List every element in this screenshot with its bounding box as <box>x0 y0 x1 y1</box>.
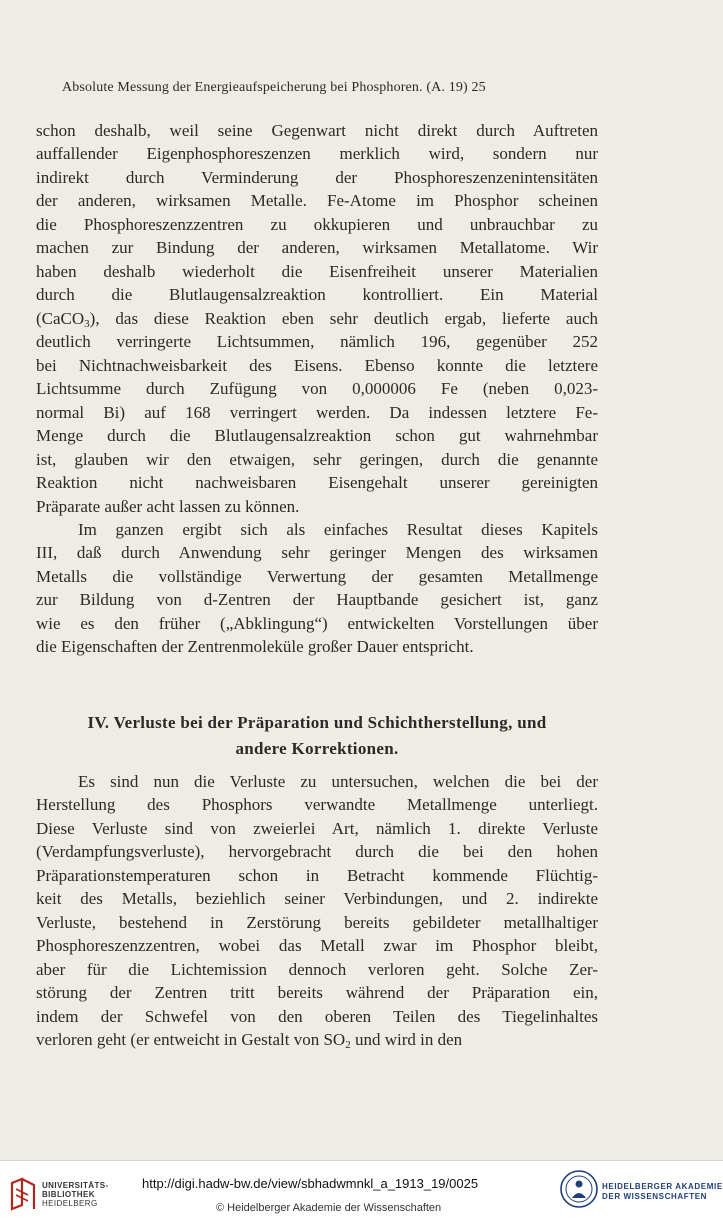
text-line: Präparate außer acht lassen zu können. <box>36 496 300 516</box>
viewer-footer <box>0 1160 723 1225</box>
permalink-url[interactable]: http://digi.hadw-bw.de/view/sbhadwmnkl_a_1913_19/0025 <box>142 1176 479 1191</box>
academy-seal-icon <box>559 1169 599 1209</box>
text-line: Menge durch die Blutlaugensalzreaktion schon gut wahrnehmbar <box>36 426 598 446</box>
text-line: aber für die Lichtemission dennoch verloren geht. Solche Zer- <box>36 959 598 979</box>
text-line: bei Nichtnachweisbarkeit des Eisens. Ebenso konnte die letztere <box>36 355 598 375</box>
text-line: Diese Verluste sind von zweierlei Art, nämlich 1. direkte Verluste <box>36 818 598 838</box>
text-line: haben deshalb wiederholt die Eisenfreiheit unserer Materialien <box>36 261 598 281</box>
text-line: Metalls die vollständige Verwertung der gesamten Metallmenge <box>36 566 598 586</box>
text-line: Im ganzen ergibt sich als einfaches Resultat dieses Kapitels <box>78 520 598 539</box>
paragraph-2 <box>36 518 598 659</box>
text-line: wie es den früher („Abklingung“) entwickelten Vorstellungen über <box>36 613 598 633</box>
text-line: zur Bildung von d-Zentren der Hauptbande gesichert ist, ganz <box>36 590 598 610</box>
paragraph-1 <box>36 119 598 518</box>
text-line: Präparationstemperaturen schon in Betracht kommende Flüchtig- <box>36 865 598 885</box>
academy-name: HEIDELBERGER AKADEMIE DER WISSENSCHAFTEN <box>602 1182 723 1201</box>
text-line: III, daß durch Anwendung sehr geringer Mengen des wirksamen <box>36 543 598 563</box>
text-line: die Eigenschaften der Zentrenmoleküle großer Dauer entspricht. <box>36 637 474 657</box>
text-line: keit des Metalls, beziehlich seiner Verbindungen, und 2. indirekte <box>36 889 598 909</box>
text-line: störung der Zentren tritt bereits während der Präparation ein, <box>36 983 598 1003</box>
paragraph-3 <box>36 770 598 1052</box>
text-line: auffallender Eigenphosphoreszenzen merklich wird, sondern nur <box>36 144 598 164</box>
text-line: indirekt durch Verminderung der Phosphoreszenzenintensitäten <box>36 167 598 187</box>
text-line: deutlich verringerte Lichtsummen, nämlich 196, gegenüber 252 <box>36 332 598 352</box>
text-line: (Verdampfungsverluste), hervorgebracht durch die bei den hohen <box>36 842 598 862</box>
text-line: verloren geht (er entweicht in Gestalt von $SO_2$ und wird in den <box>36 1030 463 1052</box>
running-head: Absolute Messung der Energieaufspeicherung bei Phosphoren. (A. 19) 25 <box>62 80 486 95</box>
university-library-name: UNIVERSITÄTS- BIBLIOTHEK HEIDELBERG <box>42 1181 109 1208</box>
text-line: normal Bi) auf 168 verringert werden. Da indessen letztere Fe- <box>36 402 598 422</box>
text-line: die Phosphoreszenzzentren zu okkupieren und unbrauchbar zu <box>36 214 598 234</box>
text-line: durch die Blutlaugensalzreaktion kontrolliert. Ein Material <box>36 285 598 305</box>
text-line: Verluste, bestehend in Zerstörung bereits gebildeter metallhaltiger <box>36 912 598 932</box>
text-line: der anderen, wirksamen Metalle. Fe-Atome im Phosphor scheinen <box>36 191 598 211</box>
university-library-logo-icon <box>8 1177 38 1211</box>
text-line: ist, glauben wir den etwaigen, sehr geringen, durch die genannte <box>36 449 598 469</box>
text-line: (CaCO$_3$), das diese Reaktion eben sehr deutlich ergab, lieferte auch <box>36 308 598 330</box>
section-title-line-1: IV. Verluste bei der Präparation und Schichtherstellung, und <box>87 713 547 732</box>
text-line: Es sind nun die Verluste zu untersuchen, welchen die bei der <box>78 772 598 791</box>
text-line: machen zur Bindung der anderen, wirksamen Metallatome. Wir <box>36 238 598 258</box>
text-line: indem der Schwefel von den oberen Teilen des Tiegelinhaltes <box>36 1006 598 1026</box>
text-line: Phosphoreszenzzentren, wobei das Metall zwar im Phosphor bleibt, <box>36 936 598 956</box>
text-line: schon deshalb, weil seine Gegenwart nicht direkt durch Auftreten <box>36 121 598 140</box>
text-line: Lichtsumme durch Zufügung von 0,000006 Fe (neben 0,023- <box>36 379 598 399</box>
copyright-notice: © Heidelberger Akademie der Wissenschaften <box>216 1202 442 1214</box>
text-line: Reaktion nicht nachweisbaren Eisengehalt unserer gereinigten <box>36 473 598 493</box>
text-line: Herstellung des Phosphors verwandte Metallmenge unterliegt. <box>36 795 598 815</box>
section-title-line-2: andere Korrektionen. <box>235 739 399 758</box>
